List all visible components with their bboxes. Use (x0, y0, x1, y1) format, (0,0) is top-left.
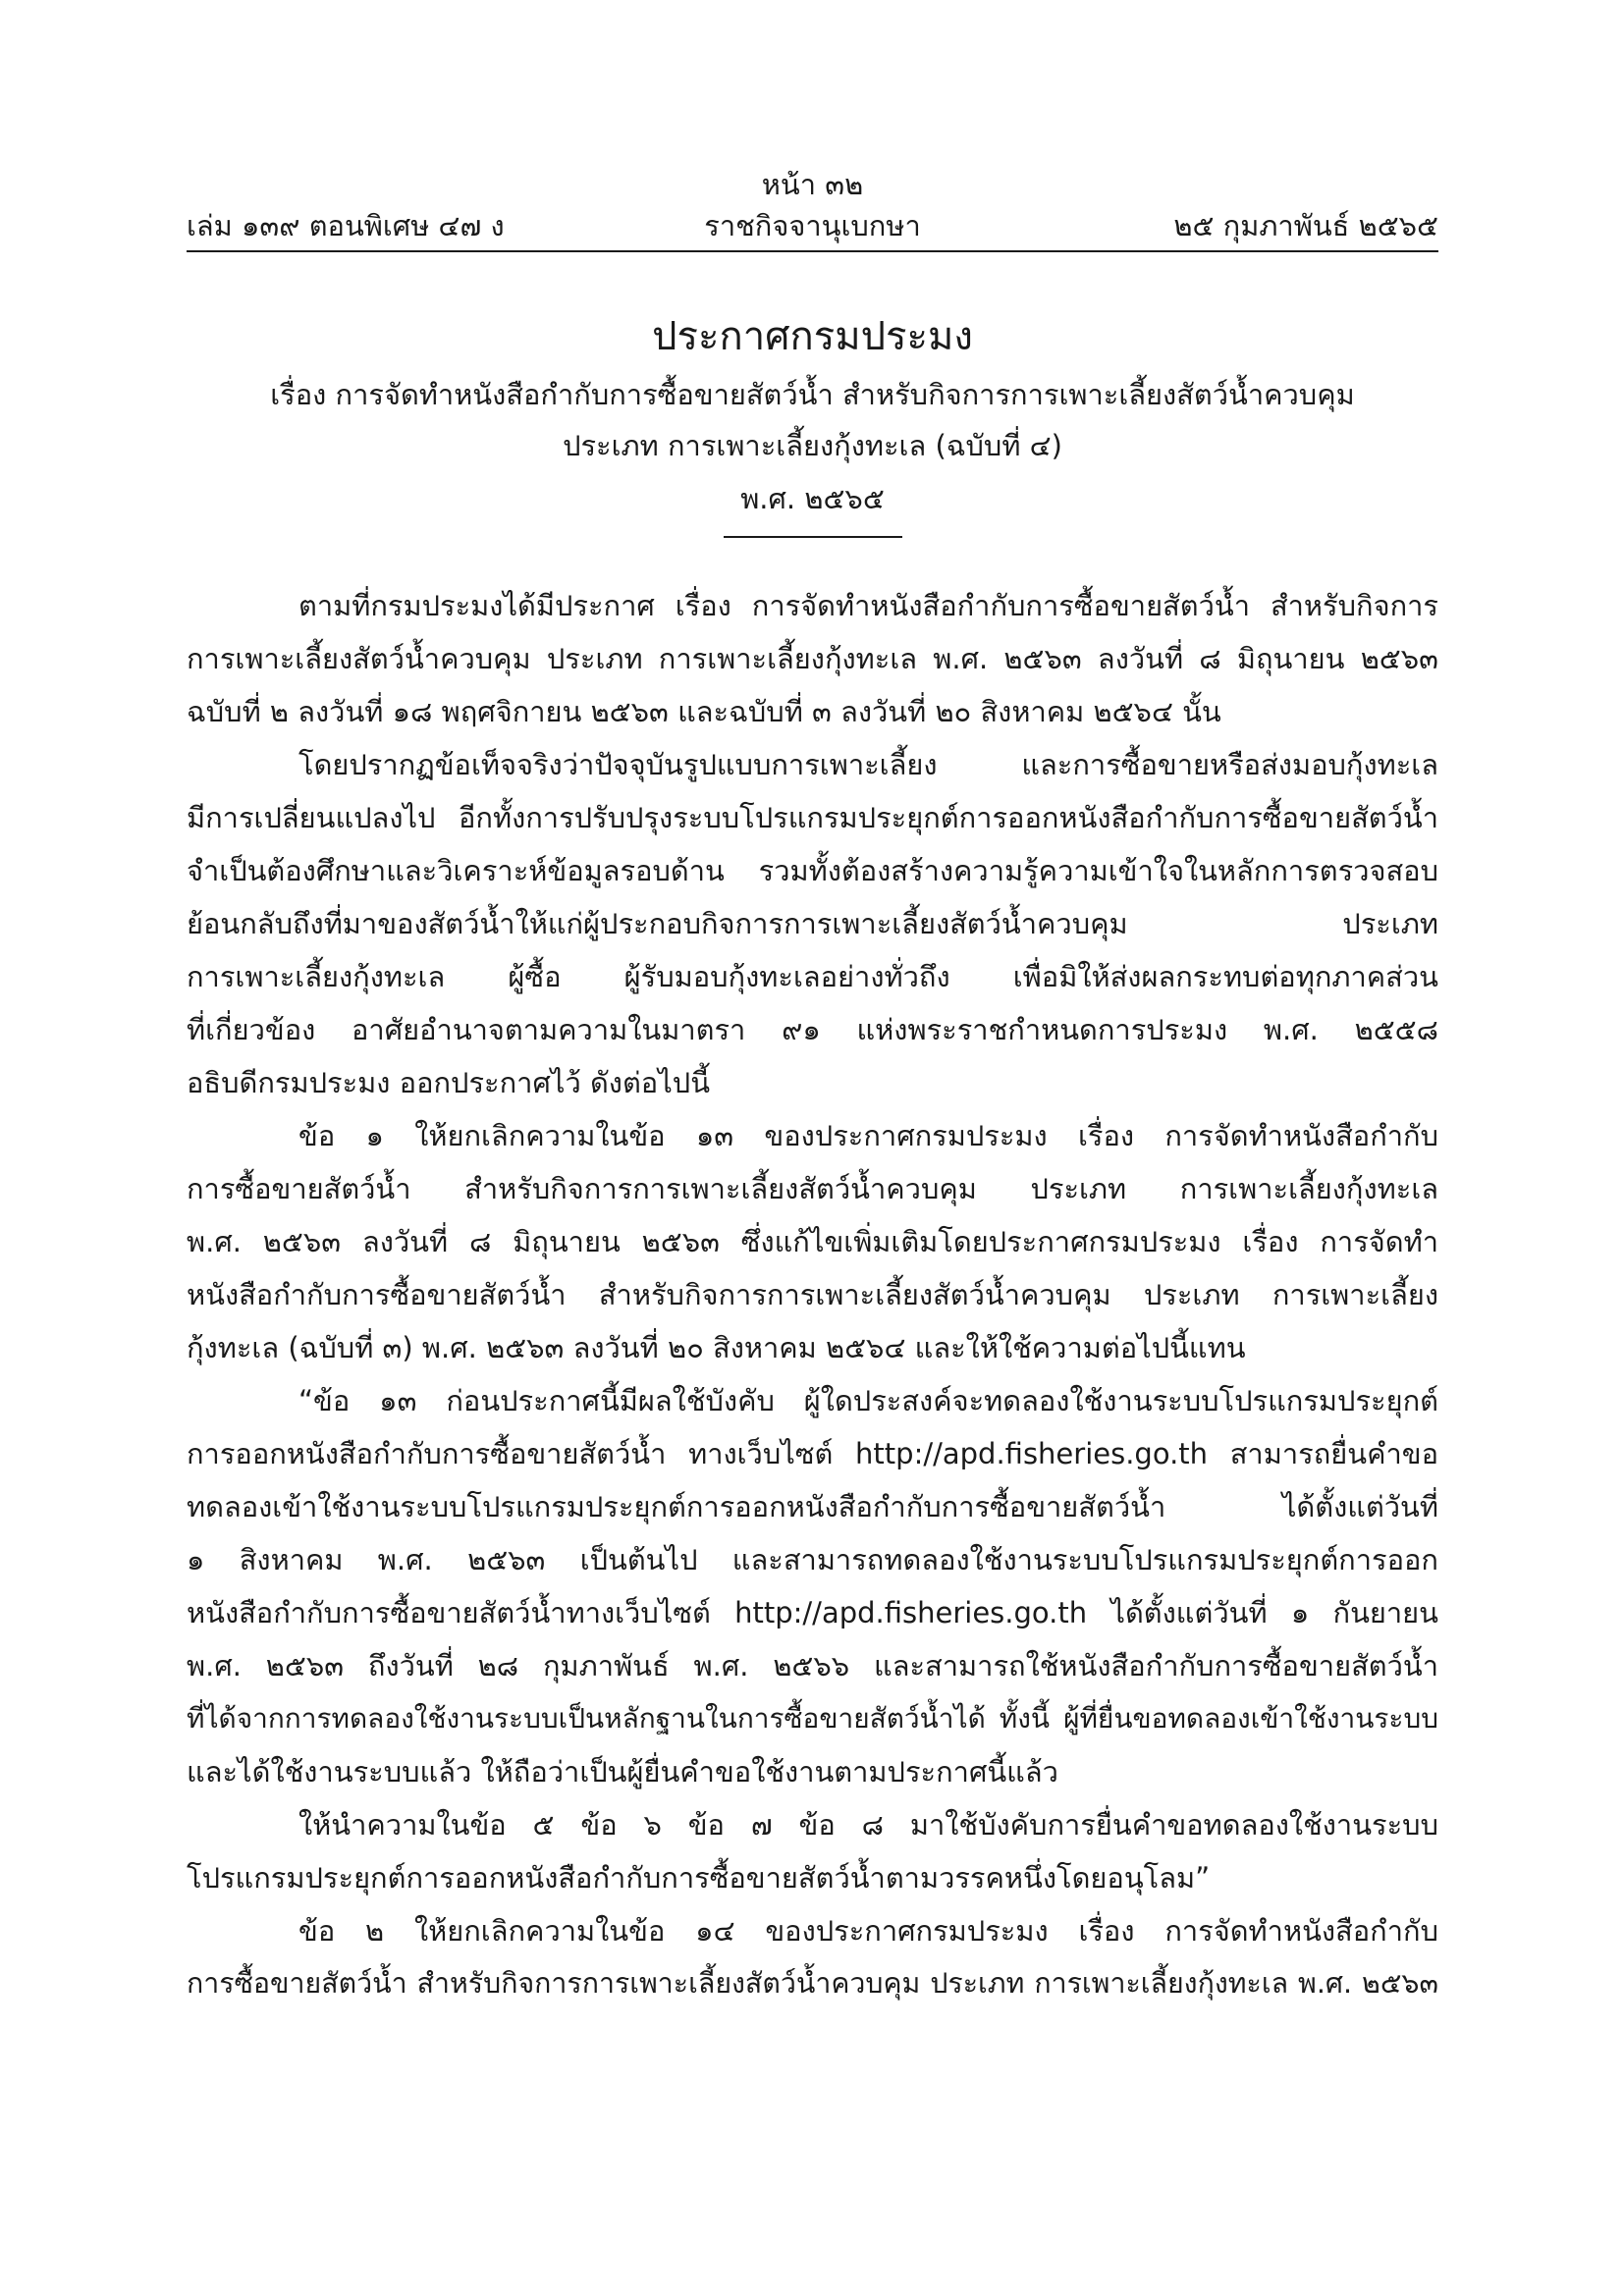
volume-issue: เล่ม ๑๓๙ ตอนพิเศษ ๔๗ ง (187, 209, 505, 242)
body-line: การเพาะเลี้ยงกุ้งทะเล ผู้ซื้อ ผู้รับมอบกุ้งทะเลอย่างทั่วถึง เพื่อมิให้ส่งผลกระทบต่อทุกภาคส่วน (187, 960, 1438, 993)
body-line: การออกหนังสือกำกับการซื้อขายสัตว์น้ำ ทางเว็บไซต์ http://apd.fisheries.go.th สามารถยื่นคำขอ (187, 1437, 1438, 1470)
gazette-header (187, 165, 1438, 252)
body-line: โดยปรากฏข้อเท็จจริงว่าปัจจุบันรูปแบบการเพาะเลี้ยง และการซื้อขายหรือส่งมอบกุ้งทะเล (298, 748, 1438, 781)
announcement-year: พ.ศ. ๒๕๖๕ (740, 482, 885, 515)
body-line: การเพาะเลี้ยงสัตว์น้ำควบคุม ประเภท การเพาะเลี้ยงกุ้งทะเล พ.ศ. ๒๕๖๓ ลงวันที่ ๘ มิถุนายน ๒๕๖๓ (187, 642, 1438, 675)
body-line: ตามที่กรมประมงได้มีประกาศ เรื่อง การจัดทำหนังสือกำกับการซื้อขายสัตว์น้ำ สำหรับกิจการ (298, 589, 1438, 622)
publication-date: ๒๕ กุมภาพันธ์ ๒๕๖๕ (1173, 209, 1438, 242)
body-line: หนังสือกำกับการซื้อขายสัตว์น้ำ สำหรับกิจการการเพาะเลี้ยงสัตว์น้ำควบคุม ประเภท การเพาะเลี้ยง (187, 1278, 1438, 1311)
body-line: การซื้อขายสัตว์น้ำ สำหรับกิจการการเพาะเลี้ยงสัตว์น้ำควบคุม ประเภท การเพาะเลี้ยงกุ้งทะเล พ.ศ. ๒๕๖๓ (187, 1967, 1438, 2000)
body-line: ฉบับที่ ๒ ลงวันที่ ๑๘ พฤศจิกายน ๒๕๖๓ และฉบับที่ ๓ ลงวันที่ ๒๐ สิงหาคม ๒๕๖๔ นั้น (187, 695, 1221, 728)
body-line: ย้อนกลับถึงที่มาของสัตว์น้ำให้แก่ผู้ประกอบกิจการการเพาะเลี้ยงสัตว์น้ำควบคุม ประเภท (187, 907, 1438, 940)
body-line: ๑ สิงหาคม พ.ศ. ๒๕๖๓ เป็นต้นไป และสามารถทดลองใช้งานระบบโปรแกรมประยุกต์การออก (187, 1543, 1438, 1576)
announcement-title: ประกาศกรมประมง (652, 314, 973, 359)
body-line: กุ้งทะเล (ฉบับที่ ๓) พ.ศ. ๒๕๖๓ ลงวันที่ ๒๐ สิงหาคม ๒๕๖๔ และให้ใช้ความต่อไปนี้แทน (187, 1331, 1246, 1364)
body-line: ที่เกี่ยวข้อง อาศัยอำนาจตามความในมาตรา ๙๑ แห่งพระราชกำหนดการประมง พ.ศ. ๒๕๕๘ (187, 1013, 1438, 1046)
body-line: อธิบดีกรมประมง ออกประกาศไว้ ดังต่อไปนี้ (187, 1066, 711, 1099)
gazette-name: ราชกิจจานุเบกษา (704, 209, 921, 242)
body-line: หนังสือกำกับการซื้อขายสัตว์น้ำทางเว็บไซต์ http://apd.fisheries.go.th ได้ตั้งแต่วันที่ ๑ กันยายน (187, 1596, 1438, 1629)
body-line: “ข้อ ๑๓ ก่อนประกาศนี้มีผลใช้บังคับ ผู้ใดประสงค์จะทดลองใช้งานระบบโปรแกรมประยุกต์ (298, 1384, 1438, 1417)
announcement-body (187, 579, 1438, 2010)
body-line: การซื้อขายสัตว์น้ำ สำหรับกิจการการเพาะเลี้ยงสัตว์น้ำควบคุม ประเภท การเพาะเลี้ยงกุ้งทะเล (187, 1172, 1438, 1205)
body-line: ให้นำความในข้อ ๕ ข้อ ๖ ข้อ ๗ ข้อ ๘ มาใช้บังคับการยื่นคำขอทดลองใช้งานระบบ (298, 1808, 1438, 1842)
announcement-title-block (187, 304, 1438, 538)
subject-line: เรื่อง การจัดทำหนังสือกำกับการซื้อขายสัตว์น้ำ สำหรับกิจการการเพาะเลี้ยงสัตว์น้ำควบคุม (270, 378, 1355, 411)
body-line: โปรแกรมประยุกต์การออกหนังสือกำกับการซื้อขายสัตว์น้ำตามวรรคหนึ่งโดยอนุโลม” (187, 1861, 1211, 1895)
body-line: พ.ศ. ๒๕๖๓ ลงวันที่ ๘ มิถุนายน ๒๕๖๓ ซึ่งแก้ไขเพิ่มเติมโดยประกาศกรมประมง เรื่อง การจัดทำ (187, 1225, 1438, 1258)
title-divider (724, 536, 902, 538)
body-line: ที่ได้จากการทดลองใช้งานระบบเป็นหลักฐานในการซื้อขายสัตว์น้ำได้ ทั้งนี้ ผู้ที่ยื่นขอทดลองเข้าใช้งานระบบ (187, 1702, 1438, 1735)
body-line: ทดลองเข้าใช้งานระบบโปรแกรมประยุกต์การออกหนังสือกำกับการซื้อขายสัตว์น้ำ ได้ตั้งแต่วันที่ (187, 1490, 1438, 1523)
body-line: ข้อ ๑ ให้ยกเลิกความในข้อ ๑๓ ของประกาศกรมประมง เรื่อง การจัดทำหนังสือกำกับ (298, 1119, 1438, 1152)
subject-line: ประเภท การเพาะเลี้ยงกุ้งทะเล (ฉบับที่ ๔) (563, 429, 1062, 462)
body-line: และได้ใช้งานระบบแล้ว ให้ถือว่าเป็นผู้ยื่นคำขอใช้งานตามประกาศนี้แล้ว (187, 1755, 1058, 1789)
body-line: จำเป็นต้องศึกษาและวิเคราะห์ข้อมูลรอบด้าน รวมทั้งต้องสร้างความรู้ความเข้าใจในหลักการตรวจสอบ (187, 854, 1438, 887)
header-divider (187, 250, 1438, 252)
body-line: พ.ศ. ๒๕๖๓ ถึงวันที่ ๒๘ กุมภาพันธ์ พ.ศ. ๒๕๖๖ และสามารถใช้หนังสือกำกับการซื้อขายสัตว์น้ำ (187, 1649, 1438, 1682)
page-number: หน้า ๓๒ (761, 168, 864, 201)
body-line: มีการเปลี่ยนแปลงไป อีกทั้งการปรับปรุงระบบโปรแกรมประยุกต์การออกหนังสือกำกับการซื้อขายสัตว์น้ำ (187, 801, 1438, 834)
header-row (187, 204, 1438, 247)
body-line: ข้อ ๒ ให้ยกเลิกความในข้อ ๑๔ ของประกาศกรมประมง เรื่อง การจัดทำหนังสือกำกับ (298, 1914, 1438, 1948)
